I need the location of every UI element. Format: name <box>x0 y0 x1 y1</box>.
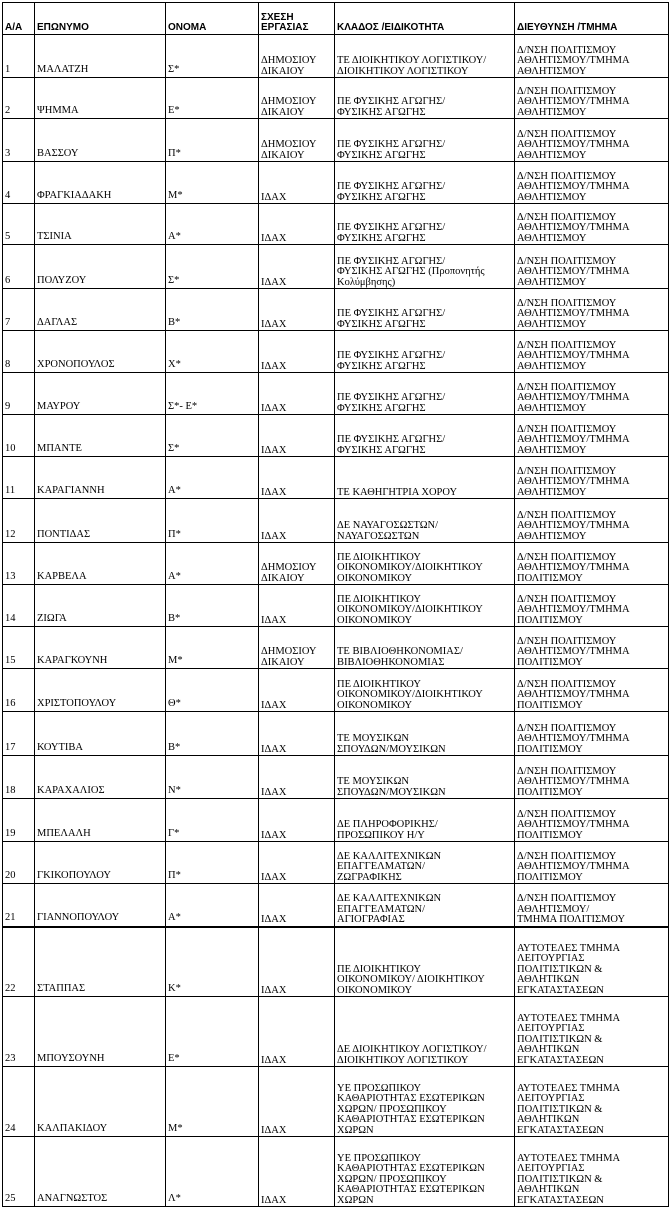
cell-surname: ΜΑΥΡΟΥ <box>35 373 166 415</box>
cell-branch: ΤΕ ΒΙΒΛΙΟΘΗΚΟΝΟΜΙΑΣ/ ΒΙΒΛΙΟΘΗΚΟΝΟΜΙΑΣ <box>335 627 515 669</box>
cell-name: Σ*- Ε* <box>166 373 259 415</box>
cell-surname: ΚΑΡΑΓΚΟΥΝΗ <box>35 627 166 669</box>
cell-branch: ΠΕ ΔΙΟΙΚΗΤΙΚΟΥ ΟΙΚΟΝΟΜΙΚΟΥ/ΔΙΟΙΚΗΤΙΚΟΥ ΟΙΚΟΝΟΜΙΚΟΥ <box>335 543 515 585</box>
cell-aa: 17 <box>3 712 35 756</box>
cell-branch: ΥΕ ΠΡΟΣΩΠΙΚΟΥ ΚΑΘΑΡΙΟΤΗΤΑΣ ΕΣΩΤΕΡΙΚΩΝ ΧΩΡΩΝ/ ΠΡΟΣΩΠΙΚΟΥ ΚΑΘΑΡΙΟΤΗΤΑΣ ΕΣΩΤΕΡΙΚΩΝ ΧΩΡΩΝ <box>335 1137 515 1207</box>
cell-dept: Δ/ΝΣΗ ΠΟΛΙΤΙΣΜΟΥ ΑΘΛΗΤΙΣΜΟΥ/ΤΜΗΜΑ ΑΘΛΗΤΙΣΜΟΥ <box>515 289 669 331</box>
cell-name: Σ* <box>166 245 259 289</box>
cell-aa: 3 <box>3 119 35 162</box>
cell-surname: ΜΑΛΑΤΖΗ <box>35 35 166 78</box>
cell-aa: 20 <box>3 842 35 884</box>
cell-aa: 15 <box>3 627 35 669</box>
table-row <box>3 331 669 373</box>
cell-name: Ν* <box>166 756 259 799</box>
cell-name: Β* <box>166 289 259 331</box>
cell-branch: ΠΕ ΦΥΣΙΚΗΣ ΑΓΩΓΗΣ/ ΦΥΣΙΚΗΣ ΑΓΩΓΗΣ <box>335 331 515 373</box>
cell-branch: ΠΕ ΦΥΣΙΚΗΣ ΑΓΩΓΗΣ/ ΦΥΣΙΚΗΣ ΑΓΩΓΗΣ <box>335 204 515 245</box>
cell-name: Λ* <box>166 1137 259 1207</box>
cell-dept: Δ/ΝΣΗ ΠΟΛΙΤΙΣΜΟΥ ΑΘΛΗΤΙΣΜΟΥ/ΤΜΗΜΑ ΠΟΛΙΤΙΣΜΟΥ <box>515 585 669 627</box>
cell-branch: ΤΕ ΔΙΟΙΚΗΤΙΚΟΥ ΛΟΓΙΣΤΙΚΟΥ/ ΔΙΟΙΚΗΤΙΚΟΥ ΛΟΓΙΣΤΙΚΟΥ <box>335 35 515 78</box>
cell-surname: ΑΝΑΓΝΩΣΤΟΣ <box>35 1137 166 1207</box>
cell-name: Σ* <box>166 415 259 457</box>
table-row <box>3 1137 669 1207</box>
header-dept: ΔΙΕΥΘΥΝΣΗ /ΤΜΗΜΑ <box>515 3 669 35</box>
cell-name: Α* <box>166 457 259 499</box>
cell-surname: ΧΡΙΣΤΟΠΟΥΛΟΥ <box>35 669 166 712</box>
table-body <box>3 35 669 1207</box>
cell-aa: 23 <box>3 997 35 1067</box>
cell-dept: Δ/ΝΣΗ ΠΟΛΙΤΙΣΜΟΥ ΑΘΛΗΤΙΣΜΟΥ/ΤΜΗΜΑ ΑΘΛΗΤΙΣΜΟΥ <box>515 204 669 245</box>
cell-relation: ΙΔΑΧ <box>259 585 335 627</box>
cell-branch: ΠΕ ΦΥΣΙΚΗΣ ΑΓΩΓΗΣ/ ΦΥΣΙΚΗΣ ΑΓΩΓΗΣ <box>335 78 515 119</box>
table-row <box>3 669 669 712</box>
cell-aa: 25 <box>3 1137 35 1207</box>
cell-dept: ΑΥΤΟΤΕΛΕΣ ΤΜΗΜΑ ΛΕΙΤΟΥΡΓΙΑΣ ΠΟΛΙΤΙΣΤΙΚΩΝ & ΑΘΛΗΤΙΚΩΝ ΕΓΚΑΤΑΣΤΑΣΕΩΝ <box>515 997 669 1067</box>
cell-relation: ΙΔΑΧ <box>259 457 335 499</box>
cell-branch: ΤΕ ΜΟΥΣΙΚΩΝ ΣΠΟΥΔΩΝ/ΜΟΥΣΙΚΩΝ <box>335 756 515 799</box>
cell-name: Ε* <box>166 78 259 119</box>
cell-relation: ΙΔΑΧ <box>259 712 335 756</box>
header-relation: ΣΧΕΣΗ ΕΡΓΑΣΙΑΣ <box>259 3 335 35</box>
table-row <box>3 1067 669 1137</box>
header-branch: ΚΛΑΔΟΣ /ΕΙΔΙΚΟΤΗΤΑ <box>335 3 515 35</box>
cell-dept: ΑΥΤΟΤΕΛΕΣ ΤΜΗΜΑ ΛΕΙΤΟΥΡΓΙΑΣ ΠΟΛΙΤΙΣΤΙΚΩΝ & ΑΘΛΗΤΙΚΩΝ ΕΓΚΑΤΑΣΤΑΣΕΩΝ <box>515 1137 669 1207</box>
cell-name: Π* <box>166 842 259 884</box>
table-row <box>3 543 669 585</box>
cell-branch: ΔΕ ΔΙΟΙΚΗΤΙΚΟΥ ΛΟΓΙΣΤΙΚΟΥ/ ΔΙΟΙΚΗΤΙΚΟΥ ΛΟΓΙΣΤΙΚΟΥ <box>335 997 515 1067</box>
cell-surname: ΒΑΣΣΟΥ <box>35 119 166 162</box>
cell-aa: 11 <box>3 457 35 499</box>
cell-dept: Δ/ΝΣΗ ΠΟΛΙΤΙΣΜΟΥ ΑΘΛΗΤΙΣΜΟΥ/ΤΜΗΜΑ ΑΘΛΗΤΙΣΜΟΥ <box>515 331 669 373</box>
cell-name: Μ* <box>166 627 259 669</box>
cell-aa: 13 <box>3 543 35 585</box>
cell-surname: ΧΡΟΝΟΠΟΥΛΟΣ <box>35 331 166 373</box>
cell-relation: ΙΔΑΧ <box>259 204 335 245</box>
cell-name: Χ* <box>166 331 259 373</box>
cell-dept: ΑΥΤΟΤΕΛΕΣ ΤΜΗΜΑ ΛΕΙΤΟΥΡΓΙΑΣ ΠΟΛΙΤΙΣΤΙΚΩΝ & ΑΘΛΗΤΙΚΩΝ ΕΓΚΑΤΑΣΤΑΣΕΩΝ <box>515 927 669 997</box>
table-row <box>3 842 669 884</box>
table-row <box>3 162 669 204</box>
table-row <box>3 289 669 331</box>
cell-aa: 10 <box>3 415 35 457</box>
cell-name: Α* <box>166 204 259 245</box>
cell-relation: ΙΔΑΧ <box>259 799 335 842</box>
cell-relation: ΙΔΑΧ <box>259 331 335 373</box>
cell-aa: 2 <box>3 78 35 119</box>
cell-relation: ΔΗΜΟΣΙΟΥ ΔΙΚΑΙΟΥ <box>259 543 335 585</box>
header-name: ΟΝΟΜΑ <box>166 3 259 35</box>
cell-aa: 22 <box>3 927 35 997</box>
header-surname: ΕΠΩΝΥΜΟ <box>35 3 166 35</box>
header-aa: Α/Α <box>3 3 35 35</box>
cell-relation: ΙΔΑΧ <box>259 1137 335 1207</box>
cell-surname: ΓΚΙΚΟΠΟΥΛΟΥ <box>35 842 166 884</box>
cell-branch: ΠΕ ΔΙΟΙΚΗΤΙΚΟΥ ΟΙΚΟΝΟΜΙΚΟΥ/ΔΙΟΙΚΗΤΙΚΟΥ ΟΙΚΟΝΟΜΙΚΟΥ <box>335 585 515 627</box>
table-row <box>3 35 669 78</box>
cell-relation: ΔΗΜΟΣΙΟΥ ΔΙΚΑΙΟΥ <box>259 78 335 119</box>
cell-relation: ΙΔΑΧ <box>259 499 335 543</box>
cell-aa: 4 <box>3 162 35 204</box>
table-row <box>3 997 669 1067</box>
header-row <box>3 3 669 35</box>
cell-relation: ΔΗΜΟΣΙΟΥ ΔΙΚΑΙΟΥ <box>259 627 335 669</box>
cell-branch: ΔΕ ΝΑΥΑΓΟΣΩΣΤΩΝ/ ΝΑΥΑΓΟΣΩΣΤΩΝ <box>335 499 515 543</box>
cell-relation: ΙΔΑΧ <box>259 162 335 204</box>
table-row <box>3 119 669 162</box>
cell-relation: ΙΔΑΧ <box>259 997 335 1067</box>
cell-surname: ΣΤΑΠΠΑΣ <box>35 927 166 997</box>
cell-aa: 1 <box>3 35 35 78</box>
cell-dept: Δ/ΝΣΗ ΠΟΛΙΤΙΣΜΟΥ ΑΘΛΗΤΙΣΜΟΥ/ΤΜΗΜΑ ΠΟΛΙΤΙΣΜΟΥ <box>515 799 669 842</box>
cell-branch: ΠΕ ΔΙΟΙΚΗΤΙΚΟΥ ΟΙΚΟΝΟΜΙΚΟΥ/ ΔΙΟΙΚΗΤΙΚΟΥ ΟΙΚΟΝΟΜΙΚΟΥ <box>335 927 515 997</box>
cell-relation: ΔΗΜΟΣΙΟΥ ΔΙΚΑΙΟΥ <box>259 35 335 78</box>
cell-relation: ΙΔΑΧ <box>259 756 335 799</box>
cell-name: Π* <box>166 119 259 162</box>
cell-dept: Δ/ΝΣΗ ΠΟΛΙΤΙΣΜΟΥ ΑΘΛΗΤΙΣΜΟΥ/ΤΜΗΜΑ ΠΟΛΙΤΙΣΜΟΥ <box>515 842 669 884</box>
cell-relation: ΙΔΑΧ <box>259 842 335 884</box>
cell-dept: Δ/ΝΣΗ ΠΟΛΙΤΙΣΜΟΥ ΑΘΛΗΤΙΣΜΟΥ/ΤΜΗΜΑ ΑΘΛΗΤΙΣΜΟΥ <box>515 162 669 204</box>
cell-aa: 9 <box>3 373 35 415</box>
cell-branch: ΠΕ ΦΥΣΙΚΗΣ ΑΓΩΓΗΣ/ ΦΥΣΙΚΗΣ ΑΓΩΓΗΣ <box>335 162 515 204</box>
cell-dept: Δ/ΝΣΗ ΠΟΛΙΤΙΣΜΟΥ ΑΘΛΗΤΙΣΜΟΥ/ΤΜΗΜΑ ΑΘΛΗΤΙΣΜΟΥ <box>515 499 669 543</box>
cell-surname: ΜΠΟΥΣΟΥΝΗ <box>35 997 166 1067</box>
table-row <box>3 927 669 997</box>
cell-dept: Δ/ΝΣΗ ΠΟΛΙΤΙΣΜΟΥ ΑΘΛΗΤΙΣΜΟΥ/ΤΜΗΜΑ ΑΘΛΗΤΙΣΜΟΥ <box>515 78 669 119</box>
cell-surname: ΜΠΑΝΤΕ <box>35 415 166 457</box>
table-row <box>3 627 669 669</box>
staff-table <box>2 2 669 1207</box>
cell-branch: ΔΕ ΚΑΛΛΙΤΕΧΝΙΚΩΝ ΕΠΑΓΓΕΛΜΑΤΩΝ/ ΑΓΙΟΓΡΑΦΙΑΣ <box>335 884 515 927</box>
table-row <box>3 884 669 927</box>
cell-surname: ΚΟΥΤΙΒΑ <box>35 712 166 756</box>
cell-aa: 5 <box>3 204 35 245</box>
cell-dept: Δ/ΝΣΗ ΠΟΛΙΤΙΣΜΟΥ ΑΘΛΗΤΙΣΜΟΥ/ΤΜΗΜΑ ΑΘΛΗΤΙΣΜΟΥ <box>515 415 669 457</box>
cell-branch: ΤΕ ΚΑΘΗΓΗΤΡΙΑ ΧΟΡΟΥ <box>335 457 515 499</box>
cell-branch: ΠΕ ΔΙΟΙΚΗΤΙΚΟΥ ΟΙΚΟΝΟΜΙΚΟΥ/ΔΙΟΙΚΗΤΙΚΟΥ ΟΙΚΟΝΟΜΙΚΟΥ <box>335 669 515 712</box>
cell-branch: ΔΕ ΠΛΗΡΟΦΟΡΙΚΗΣ/ ΠΡΟΣΩΠΙΚΟΥ Η/Υ <box>335 799 515 842</box>
cell-surname: ΚΑΛΠΑΚΙΔΟΥ <box>35 1067 166 1137</box>
cell-relation: ΙΔΑΧ <box>259 884 335 927</box>
cell-branch: ΠΕ ΦΥΣΙΚΗΣ ΑΓΩΓΗΣ/ ΦΥΣΙΚΗΣ ΑΓΩΓΗΣ <box>335 415 515 457</box>
cell-name: Β* <box>166 712 259 756</box>
cell-relation: ΙΔΑΧ <box>259 415 335 457</box>
cell-aa: 19 <box>3 799 35 842</box>
cell-aa: 12 <box>3 499 35 543</box>
cell-surname: ΤΣΙΝΙΑ <box>35 204 166 245</box>
cell-name: Π* <box>166 499 259 543</box>
cell-surname: ΜΠΕΛΑΛΗ <box>35 799 166 842</box>
cell-branch: ΠΕ ΦΥΣΙΚΗΣ ΑΓΩΓΗΣ/ ΦΥΣΙΚΗΣ ΑΓΩΓΗΣ <box>335 373 515 415</box>
table-row <box>3 204 669 245</box>
table-row <box>3 499 669 543</box>
cell-name: Μ* <box>166 162 259 204</box>
cell-surname: ΖΙΩΓΑ <box>35 585 166 627</box>
cell-dept: Δ/ΝΣΗ ΠΟΛΙΤΙΣΜΟΥ ΑΘΛΗΤΙΣΜΟΥ/ΤΜΗΜΑ ΠΟΛΙΤΙΣΜΟΥ <box>515 627 669 669</box>
cell-dept: Δ/ΝΣΗ ΠΟΛΙΤΙΣΜΟΥ ΑΘΛΗΤΙΣΜΟΥ/ΤΜΗΜΑ ΠΟΛΙΤΙΣΜΟΥ <box>515 756 669 799</box>
table-row <box>3 245 669 289</box>
cell-name: Θ* <box>166 669 259 712</box>
cell-name: Β* <box>166 585 259 627</box>
table-row <box>3 585 669 627</box>
cell-dept: Δ/ΝΣΗ ΠΟΛΙΤΙΣΜΟΥ ΑΘΛΗΤΙΣΜΟΥ/ΤΜΗΜΑ ΑΘΛΗΤΙΣΜΟΥ <box>515 245 669 289</box>
cell-dept: ΑΥΤΟΤΕΛΕΣ ΤΜΗΜΑ ΛΕΙΤΟΥΡΓΙΑΣ ΠΟΛΙΤΙΣΤΙΚΩΝ & ΑΘΛΗΤΙΚΩΝ ΕΓΚΑΤΑΣΤΑΣΕΩΝ <box>515 1067 669 1137</box>
cell-dept: Δ/ΝΣΗ ΠΟΛΙΤΙΣΜΟΥ ΑΘΛΗΤΙΣΜΟΥ/ ΤΜΗΜΑ ΠΟΛΙΤΙΣΜΟΥ <box>515 884 669 927</box>
cell-relation: ΔΗΜΟΣΙΟΥ ΔΙΚΑΙΟΥ <box>259 119 335 162</box>
cell-aa: 18 <box>3 756 35 799</box>
table-row <box>3 799 669 842</box>
cell-relation: ΙΔΑΧ <box>259 245 335 289</box>
cell-dept: Δ/ΝΣΗ ΠΟΛΙΤΙΣΜΟΥ ΑΘΛΗΤΙΣΜΟΥ/ΤΜΗΜΑ ΑΘΛΗΤΙΣΜΟΥ <box>515 457 669 499</box>
cell-aa: 7 <box>3 289 35 331</box>
cell-aa: 24 <box>3 1067 35 1137</box>
cell-surname: ΨΗΜΜΑ <box>35 78 166 119</box>
cell-name: Σ* <box>166 35 259 78</box>
cell-branch: ΔΕ ΚΑΛΛΙΤΕΧΝΙΚΩΝ ΕΠΑΓΓΕΛΜΑΤΩΝ/ ΖΩΓΡΑΦΙΚΗΣ <box>335 842 515 884</box>
cell-dept: Δ/ΝΣΗ ΠΟΛΙΤΙΣΜΟΥ ΑΘΛΗΤΙΣΜΟΥ/ΤΜΗΜΑ ΠΟΛΙΤΙΣΜΟΥ <box>515 712 669 756</box>
cell-dept: Δ/ΝΣΗ ΠΟΛΙΤΙΣΜΟΥ ΑΘΛΗΤΙΣΜΟΥ/ΤΜΗΜΑ ΠΟΛΙΤΙΣΜΟΥ <box>515 543 669 585</box>
cell-aa: 16 <box>3 669 35 712</box>
cell-surname: ΚΑΡΑΓΙΑΝΝΗ <box>35 457 166 499</box>
cell-relation: ΙΔΑΧ <box>259 289 335 331</box>
cell-name: Κ* <box>166 927 259 997</box>
table-row <box>3 712 669 756</box>
cell-aa: 21 <box>3 884 35 927</box>
cell-dept: Δ/ΝΣΗ ΠΟΛΙΤΙΣΜΟΥ ΑΘΛΗΤΙΣΜΟΥ/ΤΜΗΜΑ ΑΘΛΗΤΙΣΜΟΥ <box>515 373 669 415</box>
cell-surname: ΠΟΛΥΖΟΥ <box>35 245 166 289</box>
cell-branch: ΠΕ ΦΥΣΙΚΗΣ ΑΓΩΓΗΣ/ ΦΥΣΙΚΗΣ ΑΓΩΓΗΣ (Προπονητής Κολύμβησης) <box>335 245 515 289</box>
cell-surname: ΠΟΝΤΙΔΑΣ <box>35 499 166 543</box>
cell-branch: ΠΕ ΦΥΣΙΚΗΣ ΑΓΩΓΗΣ/ ΦΥΣΙΚΗΣ ΑΓΩΓΗΣ <box>335 119 515 162</box>
cell-name: Γ* <box>166 799 259 842</box>
table-row <box>3 415 669 457</box>
cell-dept: Δ/ΝΣΗ ΠΟΛΙΤΙΣΜΟΥ ΑΘΛΗΤΙΣΜΟΥ/ΤΜΗΜΑ ΑΘΛΗΤΙΣΜΟΥ <box>515 119 669 162</box>
cell-dept: Δ/ΝΣΗ ΠΟΛΙΤΙΣΜΟΥ ΑΘΛΗΤΙΣΜΟΥ/ΤΜΗΜΑ ΠΟΛΙΤΙΣΜΟΥ <box>515 669 669 712</box>
cell-name: Μ* <box>166 1067 259 1137</box>
cell-branch: ΠΕ ΦΥΣΙΚΗΣ ΑΓΩΓΗΣ/ ΦΥΣΙΚΗΣ ΑΓΩΓΗΣ <box>335 289 515 331</box>
cell-aa: 14 <box>3 585 35 627</box>
cell-aa: 8 <box>3 331 35 373</box>
cell-name: Α* <box>166 884 259 927</box>
cell-branch: ΥΕ ΠΡΟΣΩΠΙΚΟΥ ΚΑΘΑΡΙΟΤΗΤΑΣ ΕΣΩΤΕΡΙΚΩΝ ΧΩΡΩΝ/ ΠΡΟΣΩΠΙΚΟΥ ΚΑΘΑΡΙΟΤΗΤΑΣ ΕΣΩΤΕΡΙΚΩΝ ΧΩΡΩΝ <box>335 1067 515 1137</box>
table-row <box>3 373 669 415</box>
table-row <box>3 756 669 799</box>
cell-name: Ε* <box>166 997 259 1067</box>
cell-surname: ΚΑΡΑΧΑΛΙΟΣ <box>35 756 166 799</box>
cell-branch: ΤΕ ΜΟΥΣΙΚΩΝ ΣΠΟΥΔΩΝ/ΜΟΥΣΙΚΩΝ <box>335 712 515 756</box>
cell-surname: ΦΡΑΓΚΙΑΔΑΚΗ <box>35 162 166 204</box>
table-row <box>3 457 669 499</box>
cell-surname: ΔΑΓΛΑΣ <box>35 289 166 331</box>
cell-relation: ΙΔΑΧ <box>259 1067 335 1137</box>
cell-dept: Δ/ΝΣΗ ΠΟΛΙΤΙΣΜΟΥ ΑΘΛΗΤΙΣΜΟΥ/ΤΜΗΜΑ ΑΘΛΗΤΙΣΜΟΥ <box>515 35 669 78</box>
cell-relation: ΙΔΑΧ <box>259 373 335 415</box>
cell-name: Α* <box>166 543 259 585</box>
table-row <box>3 78 669 119</box>
cell-surname: ΓΙΑΝΝΟΠΟΥΛΟΥ <box>35 884 166 927</box>
cell-aa: 6 <box>3 245 35 289</box>
cell-relation: ΙΔΑΧ <box>259 669 335 712</box>
cell-surname: ΚΑΡΒΕΛΑ <box>35 543 166 585</box>
cell-relation: ΙΔΑΧ <box>259 927 335 997</box>
